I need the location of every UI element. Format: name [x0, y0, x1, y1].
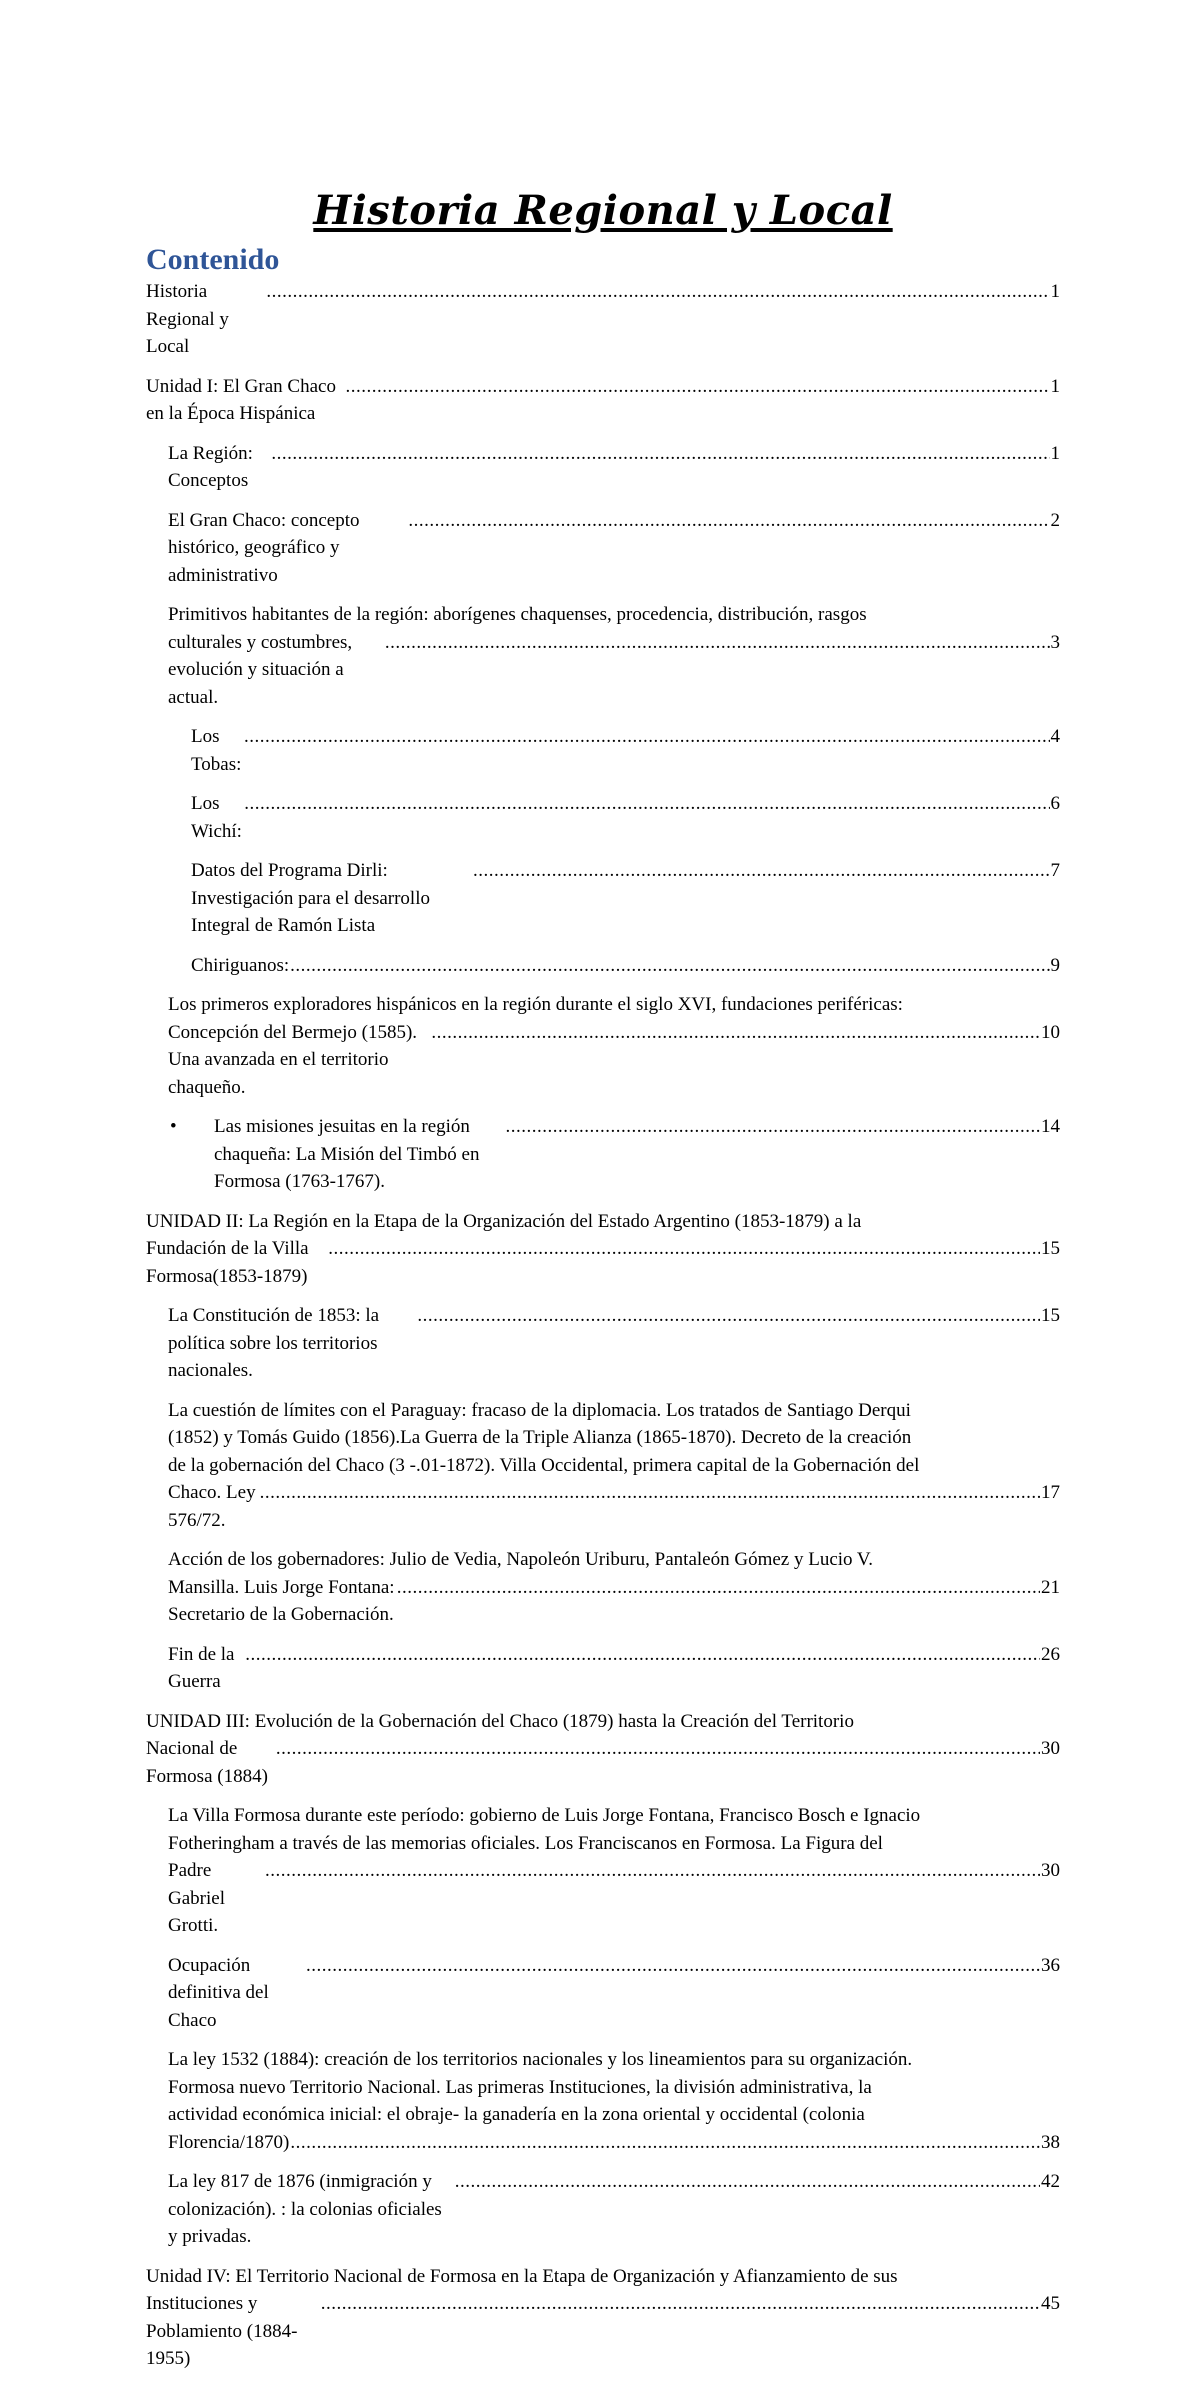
- toc-entry-text: UNIDAD III: Evolución de la Gobernación del Chaco (1879) hasta la Creación del Territorio: [146, 1710, 854, 1732]
- bullet-icon: •: [170, 1116, 177, 1137]
- toc-entry-text: Primitivos habitantes de la región: aborígenes chaquenses, procedencia, distribución, rasgos: [168, 604, 867, 625]
- toc-entry-text: La ley 817 de 1876 (inmigración y colonización). : la colonias oficiales y privadas.: [168, 2171, 442, 2247]
- toc-page-number: 38: [1041, 2131, 1060, 2153]
- toc-entry[interactable]: [146, 373, 1060, 428]
- toc-entry-text: Acción de los gobernadores: Julio de Vedia, Napoleón Uriburu, Pantaleón Gómez y Lucio V.: [168, 1549, 873, 1570]
- toc-entry-text: actividad económica inicial: el obraje- la ganadería en la zona oriental y occidental (colonia: [168, 2104, 865, 2125]
- toc-page-number: 17: [1041, 1482, 1060, 1503]
- dot-leader: [290, 2129, 1040, 2157]
- toc-entry-text: Los Wichí:: [191, 793, 242, 842]
- toc-entry[interactable]: [146, 2046, 1060, 2156]
- toc-entry[interactable]: [146, 2263, 1060, 2373]
- dot-leader: [244, 723, 1050, 751]
- toc-page-number: 21: [1041, 1576, 1060, 1598]
- dot-leader: [271, 440, 1049, 468]
- dot-leader: [244, 790, 1049, 818]
- toc-page-number: 4: [1050, 726, 1060, 747]
- toc-page-number: 3: [1050, 631, 1060, 653]
- toc-entry-text: de la gobernación del Chaco (3 -.01-1872). Villa Occidental, primera capital de la Gobernación del: [168, 1454, 920, 1476]
- toc-entry-text: Chaco. Ley 576/72.: [168, 1482, 256, 1531]
- toc-entry[interactable]: [146, 1113, 1060, 1196]
- toc-entry[interactable]: [146, 857, 1060, 940]
- table-of-contents: [146, 278, 1060, 2373]
- dot-leader: [455, 2168, 1040, 2196]
- toc-page-number: 6: [1050, 793, 1060, 814]
- dot-leader: [276, 1735, 1040, 1763]
- toc-entry[interactable]: [146, 1708, 1060, 1791]
- toc-entry-text: Fundación de la Villa Formosa(1853-1879): [146, 1238, 309, 1287]
- dot-leader: [260, 1479, 1040, 1507]
- toc-entry-text: Unidad IV: El Territorio Nacional de Formosa en la Etapa de Organización y Afianzamiento de sus: [146, 2265, 898, 2287]
- toc-page-number: 30: [1041, 1738, 1060, 1759]
- dot-leader: [431, 1019, 1040, 1047]
- toc-page-number: 15: [1041, 1238, 1060, 1259]
- toc-entry[interactable]: [146, 952, 1060, 980]
- toc-entry-text: Chiriguanos:: [191, 954, 290, 976]
- toc-entry-text: Las misiones jesuitas en la región chaqueña: La Misión del Timbó en Formosa (1763-1767).: [214, 1116, 480, 1192]
- toc-entry-text: La ley 1532 (1884): creación de los territorios nacionales y los lineamientos para su organización.: [168, 2049, 913, 2070]
- toc-entry-text: La Región: Conceptos: [168, 442, 253, 491]
- dot-leader: [397, 1574, 1040, 1602]
- dot-leader: [417, 1302, 1040, 1330]
- toc-entry-text: culturales y costumbres, evolución y situación a actual.: [168, 631, 353, 708]
- toc-entry-text: La Villa Formosa durante este período: gobierno de Luis Jorge Fontana, Francisco Bosch e Ignacio: [168, 1805, 921, 1826]
- toc-entry[interactable]: [146, 601, 1060, 711]
- dot-leader: [321, 2290, 1040, 2318]
- dot-leader: [385, 629, 1050, 657]
- toc-entry[interactable]: [146, 790, 1060, 845]
- dot-leader: [505, 1113, 1040, 1141]
- toc-entry-text: Unidad I: El Gran Chaco en la Época Hispánica: [146, 375, 336, 424]
- dot-leader: [245, 1641, 1040, 1669]
- toc-entry-text: (1852) y Tomás Guido (1856).La Guerra de la Triple Alianza (1865-1870). Decreto de la creación: [168, 1427, 912, 1448]
- toc-entry[interactable]: [146, 1302, 1060, 1385]
- toc-entry-text: El Gran Chaco: concepto histórico, geográfico y administrativo: [168, 509, 360, 586]
- toc-page-number: 1: [1050, 281, 1060, 302]
- document-page: [146, 186, 1060, 2385]
- toc-entry[interactable]: [146, 2168, 1060, 2251]
- toc-entry-text: Mansilla. Luis Jorge Fontana: Secretario de la Gobernación.: [168, 1576, 395, 1625]
- toc-entry-text: La cuestión de límites con el Paraguay: fracaso de la diplomacia. Los tratados de Santiago Derqui: [168, 1399, 911, 1421]
- toc-entry[interactable]: [146, 1397, 1060, 1535]
- toc-entry-text: UNIDAD II: La Región en la Etapa de la Organización del Estado Argentino (1853-1879) a la: [146, 1210, 862, 1232]
- toc-entry-text: Los Tobas:: [191, 726, 242, 775]
- toc-entry[interactable]: [146, 278, 1060, 361]
- toc-page-number: 1: [1050, 442, 1060, 464]
- dot-leader: [265, 1857, 1040, 1885]
- toc-entry[interactable]: [146, 991, 1060, 1101]
- toc-entry-text: Datos del Programa Dirli: Investigación para el desarrollo Integral de Ramón Lista: [191, 860, 430, 936]
- toc-entry-text: Fotheringham a través de las memorias oficiales. Los Franciscanos en Formosa. La Figura del: [168, 1832, 883, 1854]
- toc-entry[interactable]: [146, 1952, 1060, 2035]
- toc-heading: Contenido: [146, 243, 280, 276]
- toc-page-number: 36: [1041, 1954, 1060, 1976]
- toc-page-number: 14: [1041, 1116, 1060, 1137]
- toc-entry-text: Fin de la Guerra: [168, 1643, 235, 1692]
- toc-entry[interactable]: [146, 1208, 1060, 1291]
- toc-entry[interactable]: [146, 1546, 1060, 1629]
- toc-entry[interactable]: [146, 1802, 1060, 1940]
- toc-entry[interactable]: [146, 440, 1060, 495]
- toc-entry-text: Formosa nuevo Territorio Nacional. Las primeras Instituciones, la división administrativa, la: [168, 2076, 872, 2098]
- document-title: Historia Regional y Local: [313, 187, 893, 234]
- toc-page-number: 30: [1041, 1860, 1060, 1881]
- dot-leader: [290, 952, 1049, 980]
- toc-entry[interactable]: [146, 1641, 1060, 1696]
- toc-page-number: 26: [1041, 1643, 1060, 1665]
- toc-entry-text: Ocupación definitiva del Chaco: [168, 1954, 269, 2031]
- dot-leader: [306, 1952, 1040, 1980]
- toc-entry-text: Florencia/1870): [168, 2131, 290, 2153]
- dot-leader: [266, 278, 1049, 306]
- toc-page-number: 45: [1041, 2293, 1060, 2314]
- dot-leader: [345, 373, 1049, 401]
- toc-entry-text: Nacional de Formosa (1884): [146, 1738, 268, 1787]
- dot-leader: [328, 1235, 1040, 1263]
- toc-page-number: 2: [1050, 509, 1060, 531]
- dot-leader: [473, 857, 1050, 885]
- toc-page-number: 9: [1050, 954, 1060, 976]
- toc-entry[interactable]: [146, 507, 1060, 590]
- toc-entry-text: Historia Regional y Local: [146, 281, 229, 357]
- toc-page-number: 7: [1050, 860, 1060, 881]
- toc-page-number: 1: [1050, 375, 1060, 397]
- toc-page-number: 15: [1041, 1305, 1060, 1326]
- toc-page-number: 10: [1041, 1021, 1060, 1043]
- toc-page-number: 42: [1041, 2171, 1060, 2192]
- dot-leader: [408, 507, 1049, 535]
- toc-entry-text: La Constitución de 1853: la política sobre los territorios nacionales.: [168, 1305, 380, 1381]
- toc-entry-text: Concepción del Bermejo (1585). Una avanzada en el territorio chaqueño.: [168, 1021, 418, 1098]
- toc-entry-text: Los primeros exploradores hispánicos en la región durante el siglo XVI, fundaciones periféricas:: [168, 994, 903, 1015]
- toc-entry[interactable]: [146, 723, 1060, 778]
- toc-entry-text: Padre Gabriel Grotti.: [168, 1860, 225, 1936]
- toc-entry-text: Instituciones y Poblamiento (1884-1955): [146, 2293, 298, 2369]
